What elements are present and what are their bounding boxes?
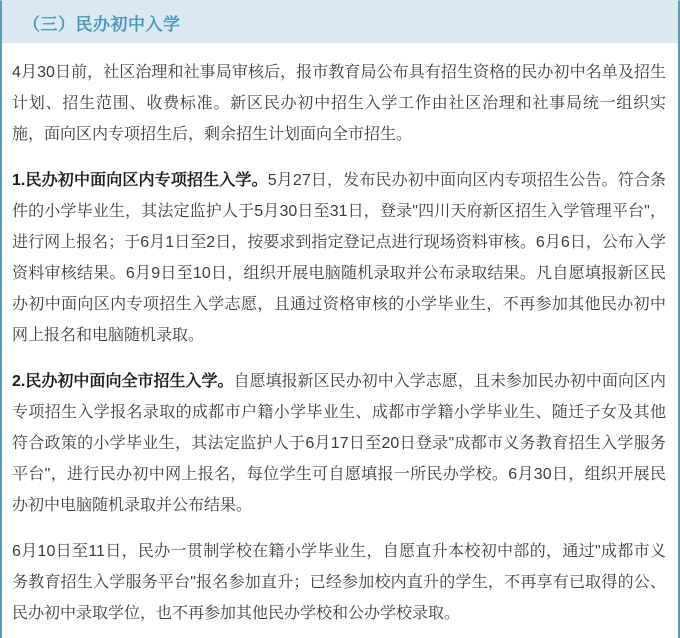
paragraph-overview bbox=[12, 57, 666, 150]
paragraph-overview-text: 4月30日前，社区治理和社事局审核后，报市教育局公布具有招生资格的民办初中名单及招生计划、招生范围、收费标准。新区民办初中招生入学工作由社区治理和社事局统一组织实施，面向区内专项招生后，剩余招生计划面向全市招生。 bbox=[12, 64, 666, 143]
section-header bbox=[2, 1, 678, 43]
document-content bbox=[2, 43, 678, 629]
section-title: （三）民办初中入学 bbox=[23, 14, 181, 34]
paragraph-district-enrollment-lead: 1.民办初中面向区内专项招生入学。 bbox=[12, 172, 268, 189]
paragraph-citywide-enrollment-text: 自愿填报新区民办初中入学志愿，且未参加民办初中面向区内专项招生入学报名录取的成都市户籍小学毕业生、成都市学籍小学毕业生、随迁子女及其他符合政策的小学毕业生，其法定监护人于6月17日至20日登录"成都市义务教育招生入学服务平台"，进行民办初中网上报名，每位学生可自愿填报一所民办学校。6月30日，组织开展民办初中电脑随机录取并公布结果。 bbox=[12, 373, 666, 514]
paragraph-district-enrollment bbox=[12, 165, 666, 351]
paragraph-direct-promotion-text: 6月10日至11日，民办一贯制学校在籍小学毕业生，自愿直升本校初中部的，通过"成都市义务教育招生入学服务平台"报名参加直升；已经参加校内直升的学生，不再享有已取得的公、民办初中录取学位，也不再参加其他民办学校和公办学校录取。 bbox=[12, 543, 666, 622]
paragraph-district-enrollment-text: 5月27日，发布民办初中面向区内专项招生公告。符合条件的小学毕业生，其法定监护人于5月30日至31日，登录"四川天府新区招生入学管理平台"，进行网上报名；于6月1日至2日，按要求到指定登记点进行现场资料审核。6月6日，公布入学资料审核结果。6月9日至10日，组织开展电脑随机录取并公布录取结果。凡自愿填报新区民办初中面向区内专项招生入学志愿，且通过资格审核的小学毕业生，不再参加其他民办初中网上报名和电脑随机录取。 bbox=[12, 172, 666, 344]
paragraph-direct-promotion bbox=[12, 536, 666, 629]
paragraph-citywide-enrollment bbox=[12, 366, 666, 521]
paragraph-citywide-enrollment-lead: 2.民办初中面向全市招生入学。 bbox=[12, 373, 234, 390]
